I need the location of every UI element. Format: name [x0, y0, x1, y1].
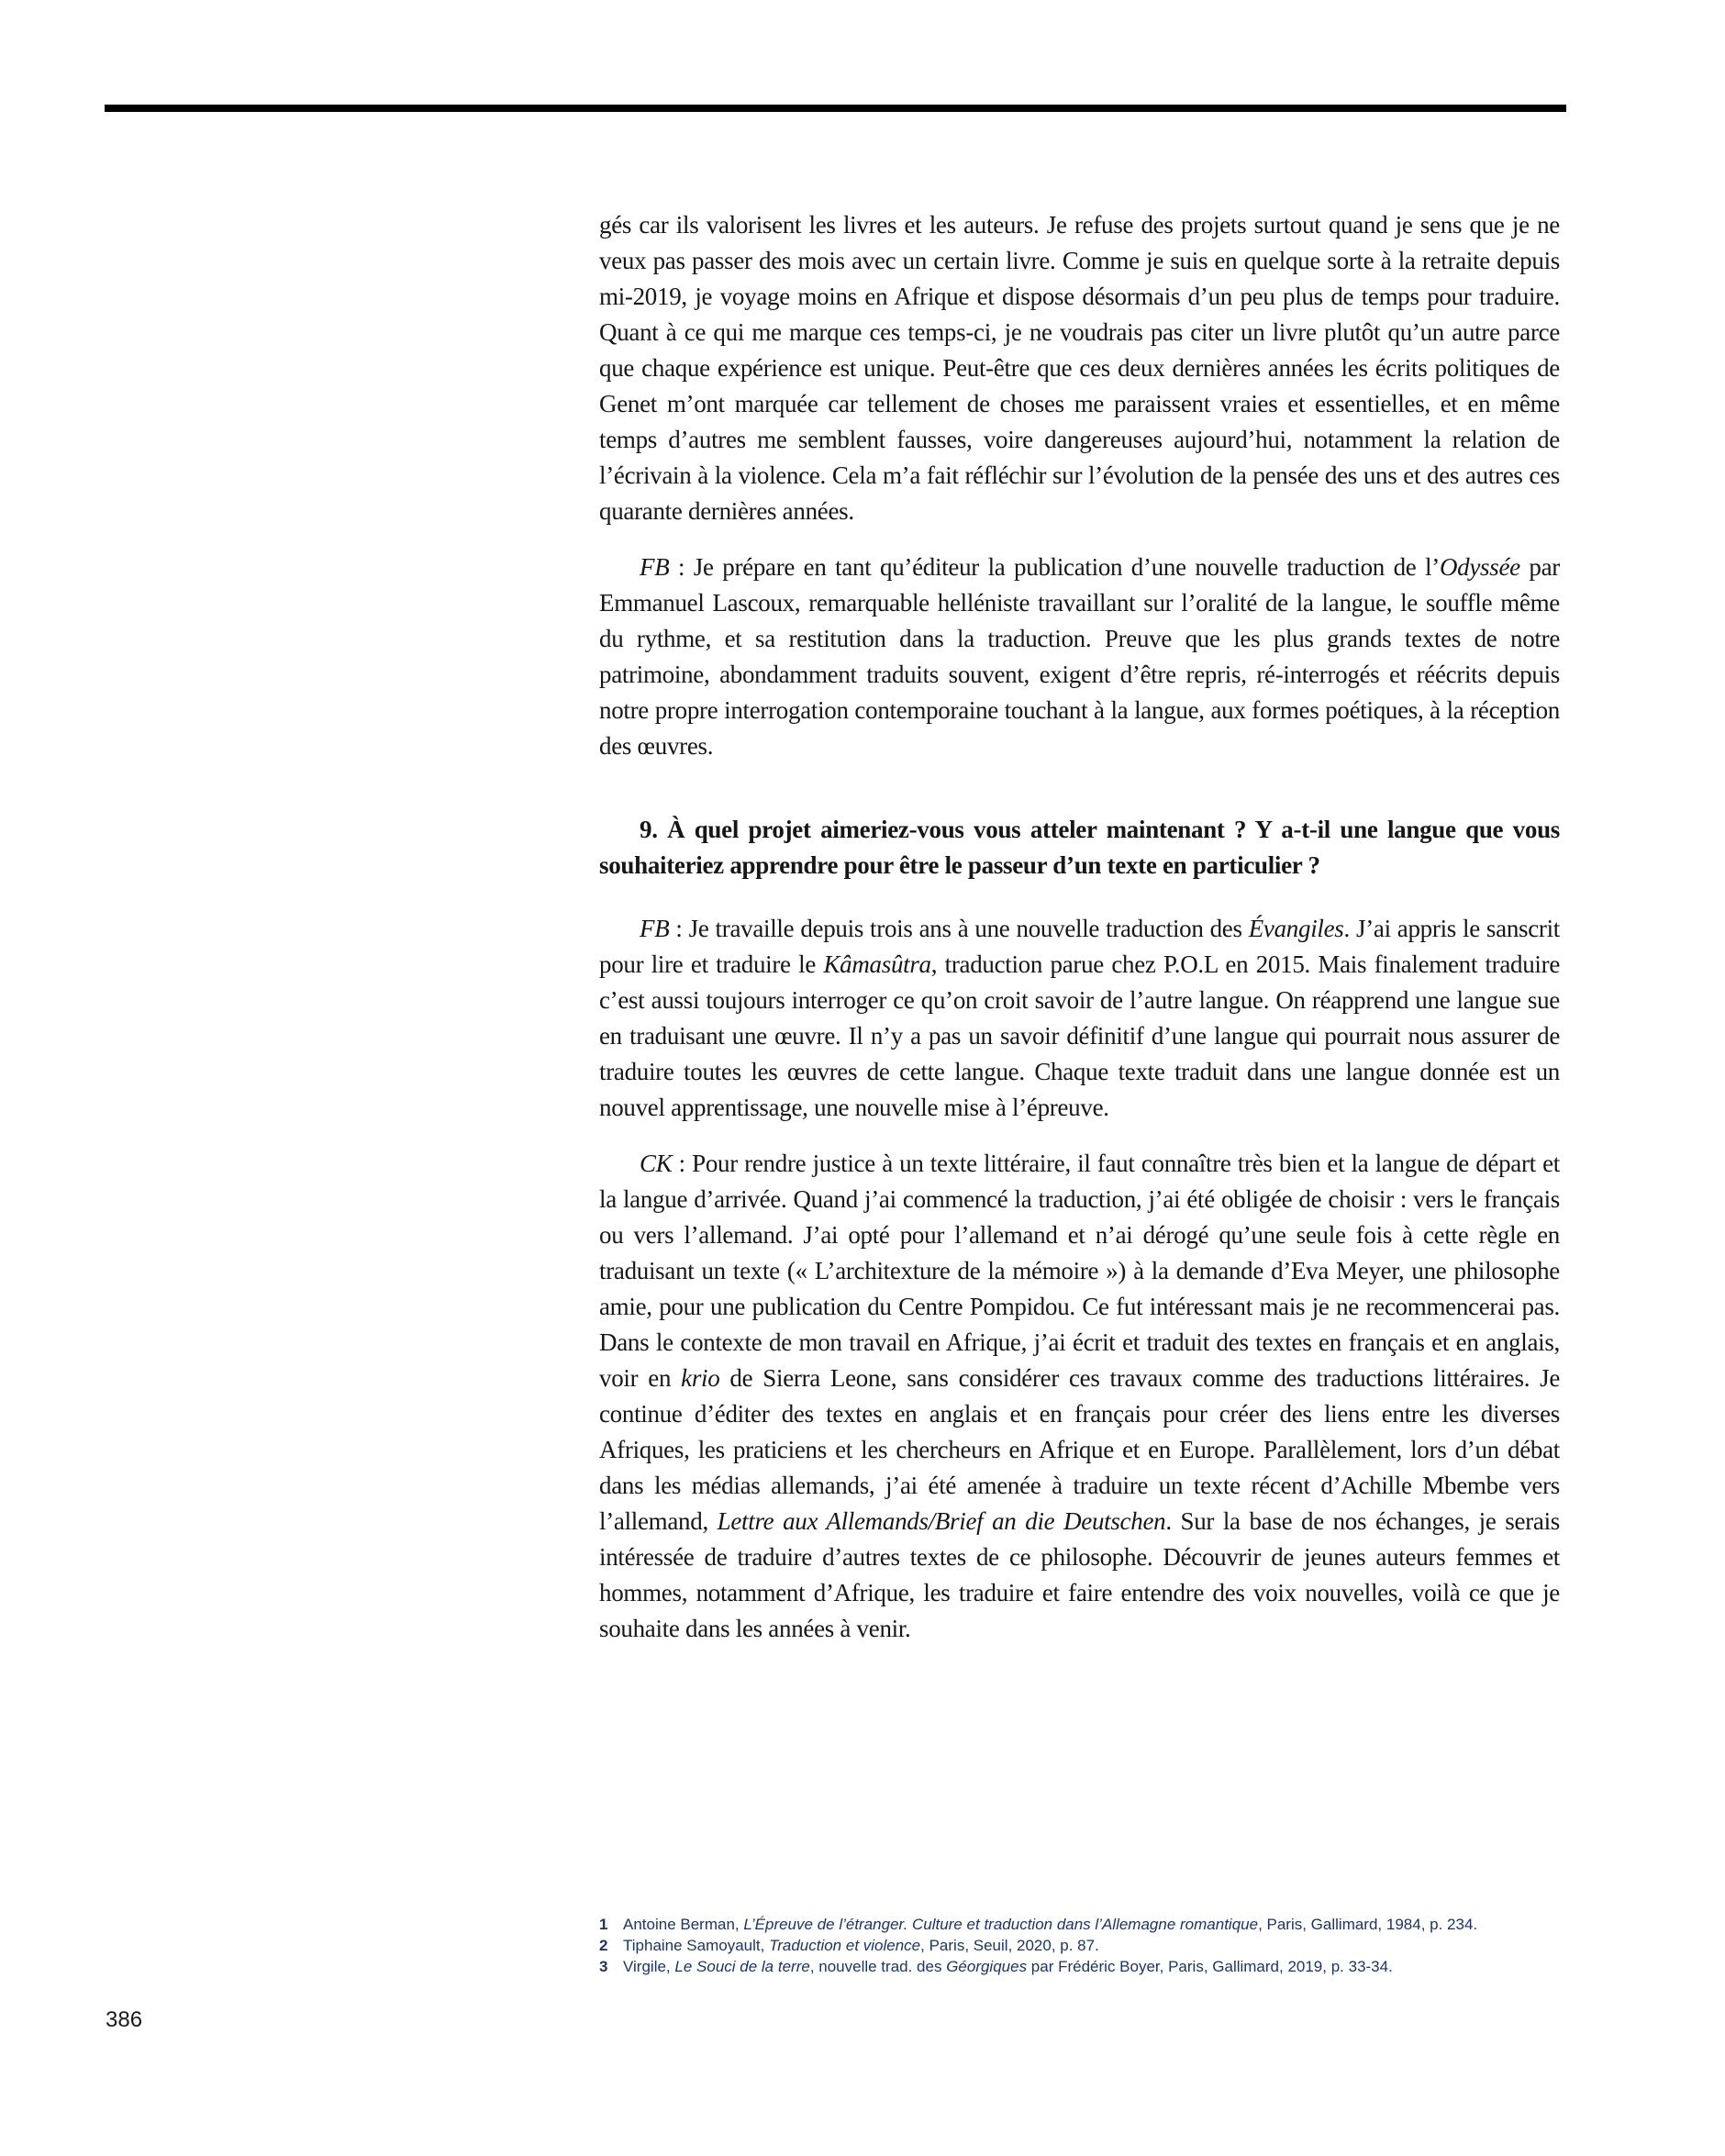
- italic-segment: Le Souci de la terre: [674, 1958, 810, 1975]
- text-segment: , Paris, Seuil, 2020, p. 87.: [920, 1937, 1099, 1954]
- italic-segment: CK: [640, 1150, 673, 1177]
- footnote-text: [623, 1914, 1480, 1935]
- footnotes: [599, 1914, 1480, 1977]
- italic-segment: Lettre aux Allemands/Brief an die Deutschen: [717, 1507, 1166, 1535]
- italic-segment: Kâmasûtra: [823, 950, 931, 978]
- text-segment: par Frédéric Boyer, Paris, Gallimard, 2019, p. 33-34.: [1027, 1958, 1393, 1975]
- paragraph-1: [599, 207, 1560, 529]
- italic-segment: krio: [681, 1364, 720, 1392]
- page-number: 386: [106, 2007, 143, 2032]
- footnote-3: [599, 1956, 1480, 1977]
- text-segment: par Emmanuel Lascoux, remarquable helléniste travaillant sur l’oralité de la langue, le souffle même du rythme, et sa restitution dans la traduction. Preuve que les plus grands textes de notre patrimoine, abondamment traduits souvent, exigent d’être repris, ré-interrogés et réécrits depuis notre propre interrogation contemporaine touchant à la langue, aux formes poétiques, à la réception des œuvres.: [599, 553, 1560, 760]
- text-segment: , Paris, Gallimard, 1984, p. 234.: [1258, 1916, 1478, 1933]
- italic-segment: FB: [640, 553, 670, 581]
- text-segment: de Sierra Leone, sans considérer ces travaux comme des traductions littéraires. Je continue d’éditer des textes en anglais et en français pour créer des liens entre les diverses Afriques, les praticiens et les chercheurs en Afrique et en Europe. Parallèlement, lors d’un débat dans les médias allemands, j’ai été amenée à traduire un texte récent d’Achille Mbembe vers l’allemand,: [599, 1364, 1561, 1535]
- text-column: [599, 207, 1560, 1667]
- text-segment: , traduction parue chez P.O.L en 2015. Mais finalement traduire c’est aussi toujours interroger ce qu’on croit savoir de l’autre langue. On réapprend une langue sue en traduisant une œuvre. Il n’y a pas un savoir définitif d’une langue qui pourrait nous assurer de traduire toutes les œuvres de cette langue. Chaque texte traduit dans une langue donnée est un nouvel apprentissage, une nouvelle mise à l’épreuve.: [599, 950, 1560, 1121]
- text-segment: 9. À quel projet aimeriez-vous vous atteler maintenant ? Y a-t-il une langue que vous souhaiteriez apprendre pour être le passeur d’un texte en particulier ?: [599, 816, 1560, 879]
- text-segment: . Sur la base de nos échanges, je serais intéressée de traduire d’autres textes de ce philosophe. Découvrir de jeunes auteurs femmes et hommes, notamment d’Afrique, les traduire et faire entendre des voix nouvelles, voilà ce que je souhaite dans les années à venir.: [599, 1507, 1560, 1642]
- footnote-text: [623, 1935, 1480, 1956]
- text-segment: : Je travaille depuis trois ans à une nouvelle traduction des: [669, 915, 1249, 942]
- italic-segment: Évangiles: [1248, 915, 1344, 942]
- text-segment: Virgile,: [623, 1958, 675, 1975]
- header-rule: [105, 105, 1566, 112]
- text-segment: : Je prépare en tant qu’éditeur la publication d’une nouvelle traduction de l’: [669, 553, 1440, 581]
- text-segment: : Pour rendre justice à un texte littéraire, il faut connaître très bien et la langue de départ et la langue d’arrivée. Quand j’ai commencé la traduction, j’ai été obligée de choisir : vers le français ou vers l’allemand. J’ai opté pour l’allemand et n’ai dérogé qu’une seule fois à cette règle en traduisant un texte (« L’architexture de la mémoire ») à la demande d’Eva Meyer, une philosophe amie, pour une publication du Centre Pompidou. Ce fut intéressant mais je ne recommencerai pas. Dans le contexte de mon travail en Afrique, j’ai écrit et traduit des textes en français et en anglais, voir en: [599, 1150, 1560, 1392]
- footnote-number: 3: [599, 1958, 608, 1975]
- footnote-text: [623, 1956, 1480, 1977]
- text-segment: Tiphaine Samoyault,: [623, 1937, 770, 1954]
- italic-segment: FB: [640, 915, 670, 942]
- text-segment: . J’ai appris le sanscrit pour lire et traduire le: [599, 915, 1561, 978]
- italic-segment: Géorgiques: [946, 1958, 1028, 1975]
- paragraph-4: [599, 911, 1560, 1126]
- italic-segment: Odyssée: [1439, 553, 1520, 581]
- question-heading: [599, 812, 1560, 884]
- italic-segment: L’Épreuve de l’étranger. Culture et traduction dans l’Allemagne romantique: [743, 1916, 1259, 1933]
- footnote-1: [599, 1914, 1480, 1935]
- text-segment: gés car ils valorisent les livres et les auteurs. Je refuse des projets surtout quand je sens que je ne veux pas passer des mois avec un certain livre. Comme je suis en quelque sorte à la retraite depuis mi-2019, je voyage moins en Afrique et dispose désormais d’un peu plus de temps pour traduire. Quant à ce qui me marque ces temps-ci, je ne voudrais pas citer un livre plutôt qu’un autre parce que chaque expérience est unique. Peut-être que ces deux dernières années les écrits politiques de Genet m’ont marquée car tellement de choses me paraissent vraies et essentielles, et en même temps d’autres me semblent fausses, voire dangereuses aujourd’hui, notamment la relation de l’écrivain à la violence. Cela m’a fait réfléchir sur l’évolution de la pensée des uns et des autres ces quarante dernières années.: [599, 211, 1560, 525]
- paragraph-5: [599, 1146, 1560, 1647]
- italic-segment: Traduction et violence: [769, 1937, 921, 1954]
- text-segment: Antoine Berman,: [623, 1916, 744, 1933]
- footnote-number: 1: [599, 1916, 608, 1933]
- paragraph-2: [599, 550, 1560, 764]
- footnote-number: 2: [599, 1937, 608, 1954]
- text-segment: , nouvelle trad. des: [809, 1958, 947, 1975]
- footnote-2: [599, 1935, 1480, 1956]
